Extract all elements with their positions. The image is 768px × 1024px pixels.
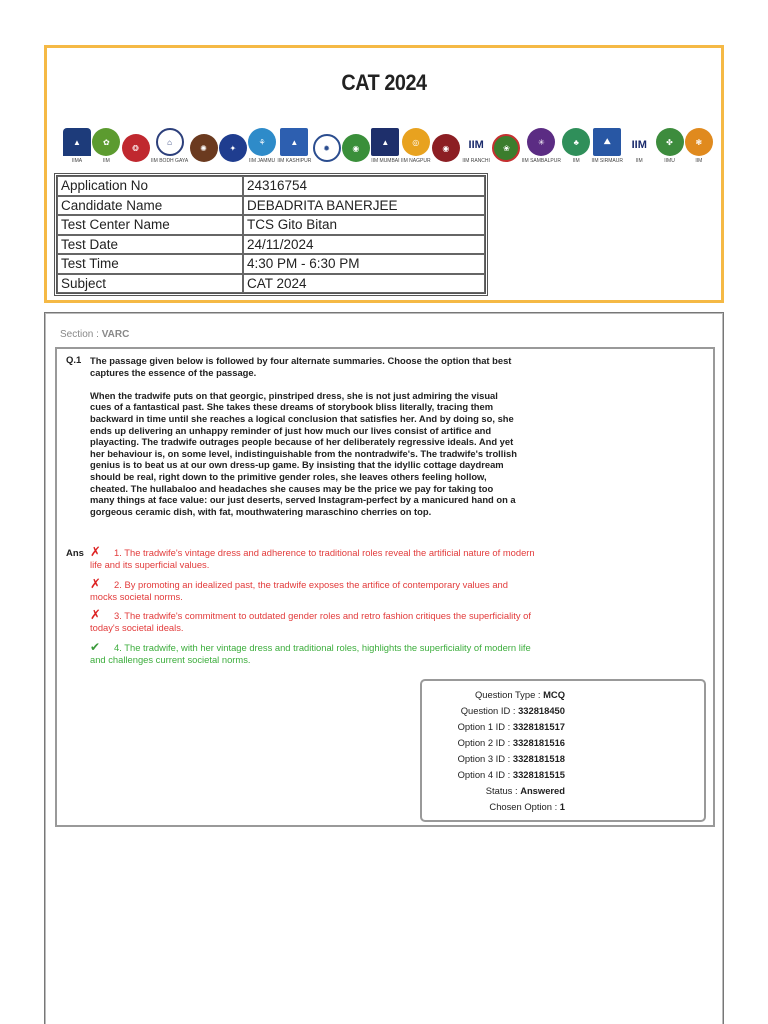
iim-rohtak-logo: ❀ — [492, 134, 520, 164]
iim-tiruchirappalli-logo: IIM IIM — [631, 139, 647, 164]
info-label: Test Date — [57, 235, 243, 255]
meta-option-1-id: Option 1 ID : 3328181517 — [457, 721, 565, 732]
table-row — [57, 176, 485, 196]
info-value: TCS Gito Bitan — [243, 215, 485, 235]
iim-mumbai-logo: ▲ IIM MUMBAI — [371, 128, 399, 164]
cross-icon: ✗ — [90, 576, 101, 591]
info-label: Candidate Name — [57, 196, 243, 216]
meta-option-4-id: Option 4 ID : 3328181515 — [457, 769, 565, 780]
question-panel — [44, 312, 724, 1024]
iim-logo-strip — [63, 108, 713, 164]
option-2: ✗ 2. By promoting an idealized past, the tradwife exposes the artifice of contemporary values and mocks societal norms. — [90, 576, 508, 602]
table-row — [57, 196, 485, 216]
cross-icon: ✗ — [90, 607, 101, 622]
iim-nagpur-logo: ◎ IIM NAGPUR — [401, 128, 431, 164]
meta-chosen-option: Chosen Option : 1 — [489, 801, 565, 812]
iim-kozhikode-logo: ✹ — [313, 134, 341, 164]
question-prompt: The passage given below is followed by four alternate summaries. Choose the option that best captures the essence of the passage. — [90, 355, 512, 378]
response-header — [44, 45, 724, 303]
question-number: Q.1 — [66, 355, 82, 366]
question-passage: When the tradwife puts on that georgic, pinstriped dress, she is not just admiring the visual cues of a fantastical past. She takes these dreams of storybook bliss literally, tracing them backward in time until she reaches a logical conclusion that satisfies her. And by doing so, she ends up delivering an unhappy reminder of just how much our lives consist of artifice and playacting. The tradwife outrages people because of her deliberately regressive ideals. And yet her behaviour is, on some level, indistinguishable from the nontradwife's. The tradwife's trollish genius is to beat us at our own dress-up game. By insisting that the idyllic cottage daydream should be real, right down to the primitive gender roles, she leaves others feeling hollow, cheated. The hullabaloo and headaches she causes may be the price we pay for taking too many things at face value: our just deserts, served Instagram-perfect by a manicured hand on a gorgeous ceramic dish, with fat, mouthwatering maraschino cherries on top. — [90, 389, 517, 517]
info-value: 24/11/2024 — [243, 235, 485, 255]
iim-jammu-logo: ⚘ IIM JAMMU — [248, 128, 276, 164]
info-value: CAT 2024 — [243, 274, 485, 294]
iim-amritsar-logo: ✿ IIM — [92, 128, 120, 164]
meta-question-type: Question Type : MCQ — [475, 689, 565, 700]
iim-visakhapatnam-logo: ❃ IIM — [685, 128, 713, 164]
meta-status: Status : Answered — [485, 785, 565, 796]
exam-title: CAT 2024 — [341, 70, 427, 95]
meta-option-3-id: Option 3 ID : 3328181518 — [457, 753, 565, 764]
iim-bodh-gaya-logo: ⌂ IIM BODH GAYA — [151, 128, 188, 164]
table-row — [57, 254, 485, 274]
table-row — [57, 215, 485, 235]
info-value: 24316754 — [243, 176, 485, 196]
candidate-info-table — [56, 175, 486, 294]
option-3: ✗ 3. The tradwife's commitment to outdated gender roles and retro fashion critiques the superficiality of today's societal ideals. — [90, 607, 531, 633]
section-label: Section : VARC — [60, 329, 130, 340]
info-label: Test Time — [57, 254, 243, 274]
iim-sirmaur-logo: ⛰ IIM SIRMAUR — [592, 128, 623, 164]
table-row — [57, 235, 485, 255]
option-4: ✔ 4. The tradwife, with her vintage dress and traditional roles, highlights the superficiality of modern life and challenges current societal norms. — [90, 640, 531, 665]
iim-bangalore-logo: ❂ — [122, 134, 150, 164]
iima-logo: ▲ IIMA — [63, 128, 91, 164]
option-1: ✗ 1. The tradwife's vintage dress and adherence to traditional roles reveal the artificial nature of modern life and its superficial values. — [90, 544, 535, 570]
question-card — [55, 347, 715, 827]
info-value: DEBADRITA BANERJEE — [243, 196, 485, 216]
iim-indore-logo: ✦ — [219, 134, 247, 164]
info-value: 4:30 PM - 6:30 PM — [243, 254, 485, 274]
info-label: Application No — [57, 176, 243, 196]
table-row — [57, 274, 485, 294]
iim-calcutta-logo: ✺ — [190, 134, 218, 164]
iim-udaipur-logo: ✤ IIMU — [656, 128, 684, 164]
check-icon: ✔ — [90, 640, 101, 654]
iim-shillong-logo: ♣ IIM — [562, 128, 590, 164]
question-meta-box — [420, 679, 706, 822]
meta-option-2-id: Option 2 ID : 3328181516 — [457, 737, 565, 748]
question-text — [90, 355, 520, 529]
cross-icon: ✗ — [90, 544, 101, 559]
answer-label: Ans — [66, 548, 84, 559]
meta-question-id: Question ID : 332818450 — [460, 705, 565, 716]
info-label: Test Center Name — [57, 215, 243, 235]
iim-lucknow-logo: ◉ — [342, 134, 370, 164]
info-label: Subject — [57, 274, 243, 294]
iim-kashipur-logo: ▲ IIM KASHIPUR — [277, 128, 311, 164]
iim-sambalpur-logo: ✳ IIM SAMBALPUR — [522, 128, 561, 164]
iim-raipur-logo: ◉ — [432, 134, 460, 164]
iim-ranchi-logo: IIM IIM RANCHI — [462, 139, 490, 164]
